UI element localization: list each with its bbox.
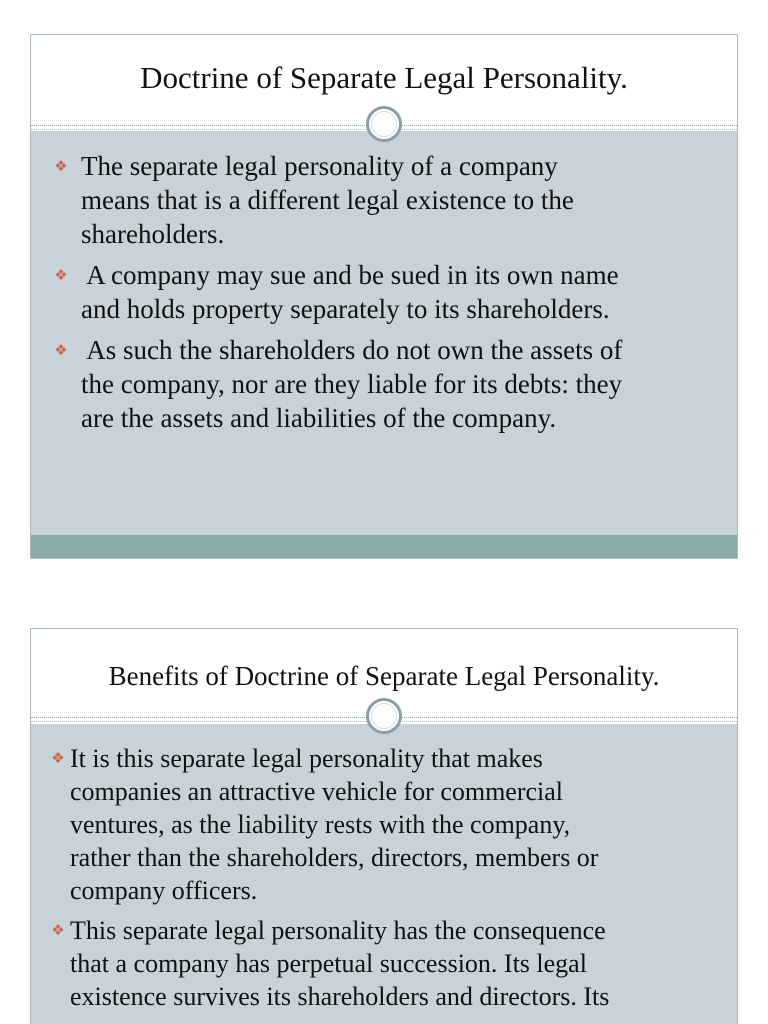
- bullet-text-line: This separate legal personality has the consequence: [70, 916, 606, 945]
- bullet-text-line: As such the shareholders do not own the assets of: [81, 335, 623, 365]
- bullet-text-line: that a company has perpetual succession. Its legal: [70, 949, 587, 978]
- diamond-bullet-icon: [53, 267, 69, 283]
- slide-title: Benefits of Doctrine of Separate Legal Personality.: [108, 661, 660, 691]
- diamond-bullet-icon: [53, 158, 69, 174]
- bullet-list: [49, 742, 737, 1020]
- bullet-text-line: The separate legal personality of a company: [81, 151, 558, 181]
- bullet-text-line: ventures, as the liability rests with the company,: [70, 810, 571, 839]
- bullet-text-line: and holds property separately to its shareholders.: [81, 294, 610, 324]
- bullet-item: [49, 914, 737, 1013]
- circle-ornament-icon: [366, 698, 402, 734]
- bullet-text-line: the company, nor are they liable for its debts: they: [81, 369, 623, 399]
- bullet-item: [51, 258, 737, 326]
- bullet-item: [51, 333, 737, 435]
- slide-title: Doctrine of Separate Legal Personality.: [140, 60, 628, 95]
- bullet-text-line: It is this separate legal personality that makes: [70, 744, 543, 773]
- bullet-text-line: existence survives its shareholders and directors. Its: [70, 982, 610, 1011]
- diamond-bullet-icon: [53, 342, 69, 358]
- bullet-text-line: companies an attractive vehicle for commercial: [70, 777, 564, 806]
- bullet-item: [51, 149, 737, 251]
- bullet-text-line: company officers.: [70, 876, 258, 905]
- slide-2: [30, 628, 738, 1024]
- slide-1: [30, 34, 738, 559]
- bullet-item: [49, 742, 737, 907]
- bullet-text-line: shareholders.: [81, 219, 225, 249]
- bullet-text-line: rather than the shareholders, directors, members or: [70, 843, 599, 872]
- circle-ornament-icon: [366, 106, 402, 142]
- bullet-text-line: are the assets and liabilities of the company.: [81, 403, 557, 433]
- bullet-list: [51, 149, 737, 442]
- diamond-bullet-icon: [50, 750, 66, 766]
- footer-bar: [31, 535, 737, 558]
- diamond-bullet-icon: [50, 922, 66, 938]
- bullet-text-line: means that is a different legal existence to the: [81, 185, 574, 215]
- bullet-text-line: A company may sue and be sued in its own name: [81, 260, 619, 290]
